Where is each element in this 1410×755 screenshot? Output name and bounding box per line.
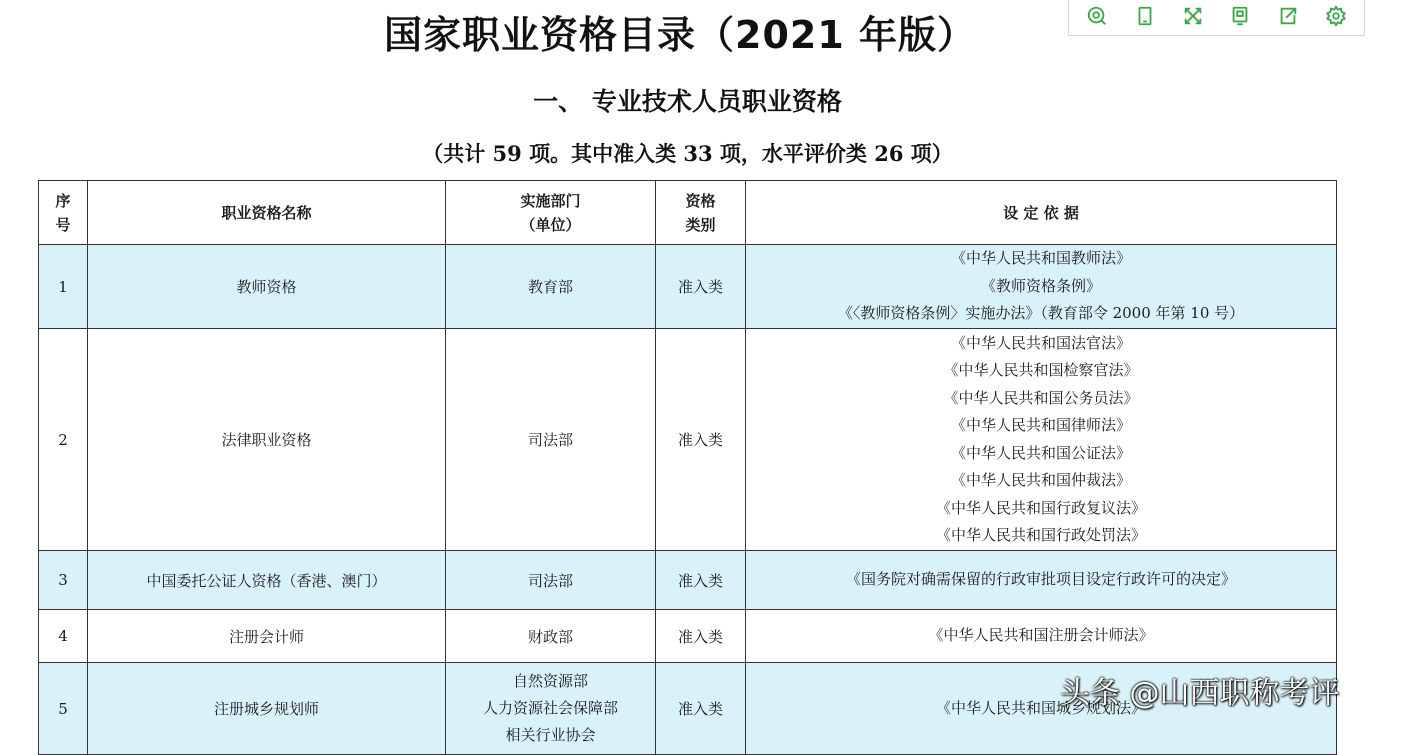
header-type-line1: 资格 [685, 191, 716, 210]
row-type: 准入类 [656, 245, 746, 329]
table-row [39, 551, 1337, 610]
basis-line: 《中华人民共和国法官法》 [950, 333, 1131, 352]
fullscreen-icon [1182, 5, 1204, 31]
share-button[interactable] [1273, 3, 1303, 33]
basis-line: 《中华人民共和国城乡规划法》 [935, 698, 1146, 717]
basis-line: 《中华人民共和国律师法》 [950, 416, 1131, 434]
row-no: 5 [39, 663, 88, 755]
row-type: 准入类 [656, 610, 746, 663]
row-no: 3 [39, 551, 88, 610]
share-icon [1277, 5, 1299, 31]
dept-line: 财政部 [527, 627, 573, 646]
basis-line: 《国务院对确需保留的行政审批项目设定行政许可的决定》 [845, 570, 1236, 589]
tablet-icon [1134, 5, 1156, 31]
settings-button[interactable] [1321, 3, 1351, 33]
header-no-line1: 序 [55, 191, 71, 210]
row-no: 2 [39, 329, 88, 551]
fullscreen-button[interactable] [1178, 3, 1208, 33]
row-name: 中国委托公证人资格（香港、澳门） [88, 551, 446, 610]
row-basis [746, 329, 1337, 551]
row-basis [746, 245, 1337, 329]
header-dept-line1: 实施部门 [520, 191, 581, 210]
row-dept [446, 245, 656, 329]
row-name: 注册会计师 [88, 610, 446, 663]
row-dept [446, 329, 656, 551]
row-no: 1 [39, 245, 88, 329]
section-heading: 一、 专业技术人员职业资格 [533, 87, 842, 116]
basis-line: 《中华人民共和国检察官法》 [943, 361, 1139, 379]
dept-line: 司法部 [527, 571, 573, 590]
dept-line: 人力资源社会保障部 [482, 699, 618, 717]
row-basis [746, 551, 1337, 610]
bookmark-button[interactable] [1225, 3, 1255, 33]
header-basis: 设 定 依 据 [746, 181, 1337, 245]
table-row [39, 329, 1337, 551]
header-dept [446, 181, 656, 245]
row-type: 准入类 [656, 551, 746, 610]
basis-line: 《中华人民共和国行政处罚法》 [935, 526, 1146, 544]
row-dept [446, 663, 656, 755]
dept-line: 相关行业协会 [505, 726, 596, 744]
basis-line: 《中华人民共和国公务员法》 [943, 388, 1139, 407]
row-dept [446, 610, 656, 663]
header-type-line2: 类别 [685, 215, 716, 234]
header-dept-line2: （单位） [520, 215, 581, 234]
row-type: 准入类 [656, 329, 746, 551]
basis-line: 《中华人民共和国行政复议法》 [935, 498, 1146, 517]
search-icon [1086, 5, 1108, 31]
dept-line: 教育部 [527, 278, 573, 296]
header-type [656, 181, 746, 245]
reader-toolbar [1068, 0, 1365, 36]
count-note: （共计 59 项。其中准入类 33 项，水平评价类 26 项） [422, 141, 953, 166]
row-name: 法律职业资格 [88, 329, 446, 551]
row-name: 教师资格 [88, 245, 446, 329]
table-row [39, 245, 1337, 329]
search-button[interactable] [1082, 3, 1112, 33]
bookmark-icon [1229, 5, 1251, 31]
table-header-row [39, 181, 1337, 245]
table-row [39, 610, 1337, 663]
basis-line: 《中华人民共和国教师法》 [950, 249, 1131, 268]
basis-line: 《中华人民共和国公证法》 [950, 443, 1131, 462]
basis-line: 《中华人民共和国仲裁法》 [950, 471, 1131, 489]
header-no [39, 181, 88, 245]
header-name: 职业资格名称 [88, 181, 446, 245]
row-dept [446, 551, 656, 610]
row-basis [746, 610, 1337, 663]
row-no: 4 [39, 610, 88, 663]
dept-line: 自然资源部 [512, 672, 588, 690]
basis-line: 《中华人民共和国注册会计师法》 [928, 626, 1154, 645]
gear-icon [1325, 5, 1347, 31]
header-no-line2: 号 [55, 215, 71, 234]
row-type: 准入类 [656, 663, 746, 755]
basis-line: 《〈教师资格条例〉实施办法》（教育部令 2000 年第 10 号） [837, 304, 1245, 323]
document-title: 国家职业资格目录（2021 年版） [384, 13, 976, 57]
tablet-view-button[interactable] [1130, 3, 1160, 33]
dept-line: 司法部 [527, 431, 573, 449]
source-watermark: 头条 @山西职称考评 [1060, 676, 1340, 711]
basis-line: 《教师资格条例》 [980, 276, 1101, 295]
row-name: 注册城乡规划师 [88, 663, 446, 755]
